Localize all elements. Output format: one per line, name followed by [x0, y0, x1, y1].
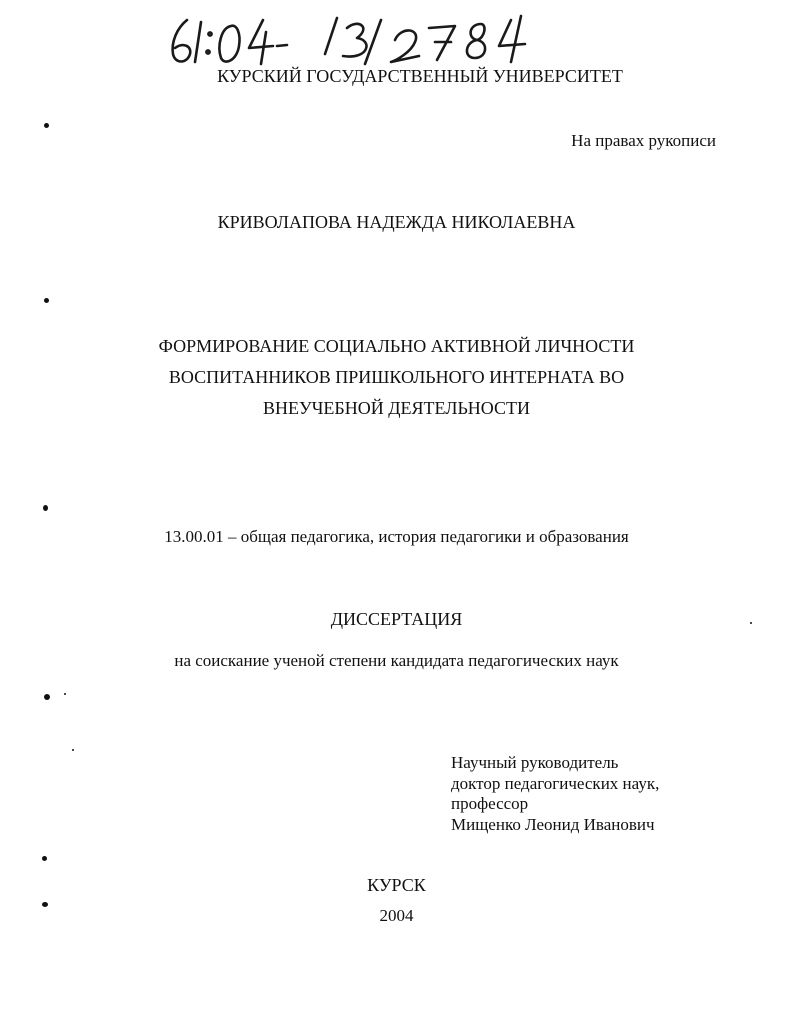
supervisor-title: профессор [451, 794, 529, 813]
supervisor-block [451, 753, 659, 835]
year: 2004 [379, 906, 414, 925]
scan-speck [43, 505, 48, 511]
scan-speck [44, 298, 49, 303]
scan-speck [750, 622, 752, 624]
scan-speck [42, 902, 48, 907]
specialty-code: 13.00.01 – общая педагогика, история педагогики и образования [164, 527, 629, 546]
university-name: КУРСКИЙ ГОСУДАРСТВЕННЫЙ УНИВЕРСИТЕТ [217, 66, 623, 86]
city: КУРСК [367, 875, 426, 895]
scan-speck [42, 856, 47, 861]
supervisor-name: Мищенко Леонид Иванович [451, 814, 655, 834]
rights-note: На правах рукописи [571, 131, 716, 150]
title-line: ВНЕУЧЕБНОЙ ДЕЯТЕЛЬНОСТИ [262, 398, 531, 418]
scan-speck [72, 749, 74, 751]
supervisor-role: Научный руководитель [451, 753, 619, 772]
title-line: ВОСПИТАННИКОВ ПРИШКОЛЬНОГО ИНТЕРНАТА ВО [168, 367, 625, 387]
scan-speck [64, 693, 66, 695]
author-name: КРИВОЛАПОВА НАДЕЖДА НИКОЛАЕВНА [217, 212, 576, 232]
title-line: ФОРМИРОВАНИЕ СОЦИАЛЬНО АКТИВНОЙ ЛИЧНОСТИ [158, 336, 635, 356]
dissertation-title [0, 331, 793, 424]
supervisor-degree: доктор педагогических наук, [451, 773, 660, 793]
scan-speck [44, 694, 50, 700]
scan-speck [44, 123, 49, 128]
work-type: ДИССЕРТАЦИЯ [330, 609, 463, 629]
degree-line: на соискание ученой степени кандидата педагогических наук [174, 651, 619, 670]
